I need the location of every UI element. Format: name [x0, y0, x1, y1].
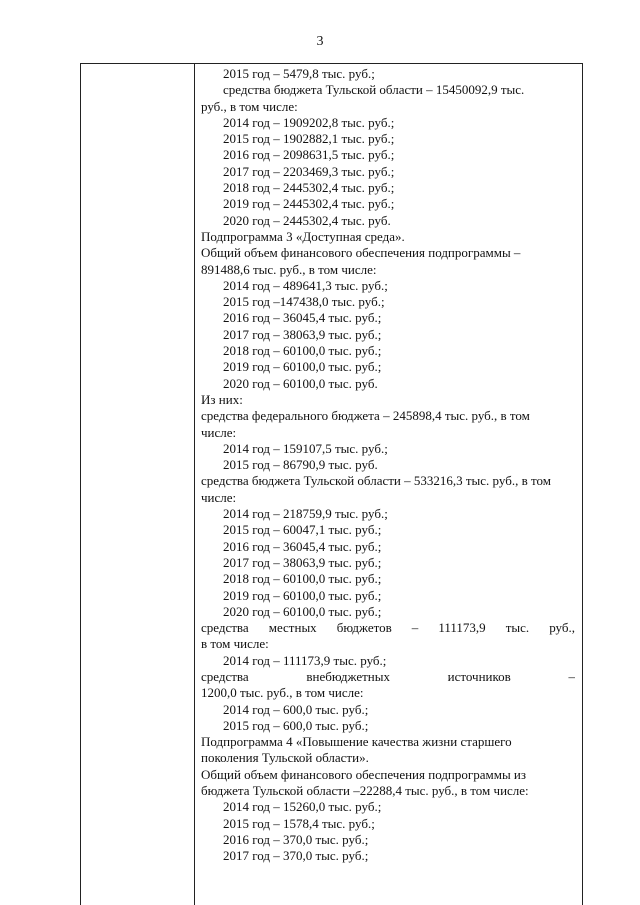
word: руб., — [549, 620, 575, 636]
text-line: 2020 год – 60100,0 тыс. руб. — [223, 375, 378, 391]
text-line: 2018 год – 2445302,4 тыс. руб.; — [223, 180, 395, 196]
text-line: 2016 год – 370,0 тыс. руб.; — [223, 831, 369, 847]
text-line: Общий объем финансового обеспечения подпрограммы из — [201, 766, 527, 782]
text-line: средства бюджета Тульской области – 15450092,9 тыс. — [223, 82, 525, 98]
text-line: 2017 год – 2203469,3 тыс. руб.; — [223, 163, 395, 179]
text-line: 2019 год – 60100,0 тыс. руб.; — [223, 359, 382, 375]
text-line: 891488,6 тыс. руб., в том числе: — [201, 261, 377, 277]
subprogram-title: Подпрограмма 4 «Повышение качества жизни старшего — [201, 734, 512, 750]
word: средства — [201, 668, 249, 684]
word: средства — [201, 620, 249, 636]
page-number: 3 — [316, 34, 324, 49]
text-line: 2017 год – 38063,9 тыс. руб.; — [223, 554, 382, 570]
subprogram-title: поколения Тульской области». — [201, 750, 369, 766]
text-line: 2019 год – 2445302,4 тыс. руб.; — [223, 196, 395, 212]
text-line: 2015 год – 1578,4 тыс. руб.; — [223, 815, 375, 831]
table-left-cell — [81, 64, 195, 905]
word: внебюджетных — [306, 668, 390, 684]
text-line: 2015 год – 1902882,1 тыс. руб.; — [223, 131, 395, 147]
text-line: 2015 год –147438,0 тыс. руб.; — [223, 294, 385, 310]
text-line: 2015 год – 600,0 тыс. руб.; — [223, 717, 369, 733]
text-line: средства федерального бюджета – 245898,4 тыс. руб., в том — [201, 408, 530, 424]
text-line-justified — [195, 669, 575, 685]
text-line: 2015 год – 60047,1 тыс. руб.; — [223, 522, 382, 538]
text-line: 2018 год – 60100,0 тыс. руб.; — [223, 571, 382, 587]
text-line: Общий объем финансового обеспечения подпрограммы – — [201, 245, 521, 261]
text-line: 2020 год – 60100,0 тыс. руб.; — [223, 603, 382, 619]
text-line: 1200,0 тыс. руб., в том числе: — [201, 685, 364, 701]
text-line: 2018 год – 60100,0 тыс. руб.; — [223, 343, 382, 359]
word: бюджетов — [336, 620, 392, 636]
text-line: 2015 год – 5479,8 тыс. руб.; — [223, 66, 375, 81]
word: – — [411, 620, 419, 636]
text-line: числе: — [201, 424, 237, 440]
funding-table — [80, 63, 583, 905]
word: 111173,9 — [438, 620, 486, 636]
text-line: 2019 год – 60100,0 тыс. руб.; — [223, 587, 382, 603]
text-line: 2020 год – 2445302,4 тыс. руб. — [223, 212, 391, 228]
text-line: 2014 год – 218759,9 тыс. руб.; — [223, 506, 388, 522]
word: источников — [447, 668, 511, 684]
text-line: 2017 год – 370,0 тыс. руб.; — [223, 848, 369, 864]
text-line: 2014 год – 15260,0 тыс. руб.; — [223, 799, 382, 815]
text-line-justified — [195, 620, 575, 636]
table-right-cell — [195, 66, 575, 865]
text-line: руб., в том числе: — [201, 98, 298, 114]
word: местных — [268, 620, 317, 636]
text-line: 2016 год – 36045,4 тыс. руб.; — [223, 310, 382, 326]
text-line: 2015 год – 86790,9 тыс. руб. — [223, 457, 378, 473]
text-line: в том числе: — [201, 636, 269, 652]
text-line: 2016 год – 36045,4 тыс. руб.; — [223, 538, 382, 554]
text-line: 2014 год – 600,0 тыс. руб.; — [223, 701, 369, 717]
text-line: 2014 год – 111173,9 тыс. руб.; — [223, 652, 387, 668]
text-line: 2016 год – 2098631,5 тыс. руб.; — [223, 147, 395, 163]
text-line: числе: — [201, 489, 237, 505]
text-line: Из них: — [201, 391, 243, 407]
word: тыс. — [505, 620, 530, 636]
text-line: 2014 год – 1909202,8 тыс. руб.; — [223, 114, 395, 130]
text-line: средства бюджета Тульской области – 533216,3 тыс. руб., в том — [201, 473, 551, 489]
subprogram-title: Подпрограмма 3 «Доступная среда». — [201, 228, 405, 244]
text-line: бюджета Тульской области –22288,4 тыс. руб., в том числе: — [201, 783, 529, 799]
text-line: 2017 год – 38063,9 тыс. руб.; — [223, 326, 382, 342]
text-line: 2014 год – 489641,3 тыс. руб.; — [223, 277, 388, 293]
word: – — [568, 668, 575, 684]
text-line: 2014 год – 159107,5 тыс. руб.; — [223, 440, 388, 456]
